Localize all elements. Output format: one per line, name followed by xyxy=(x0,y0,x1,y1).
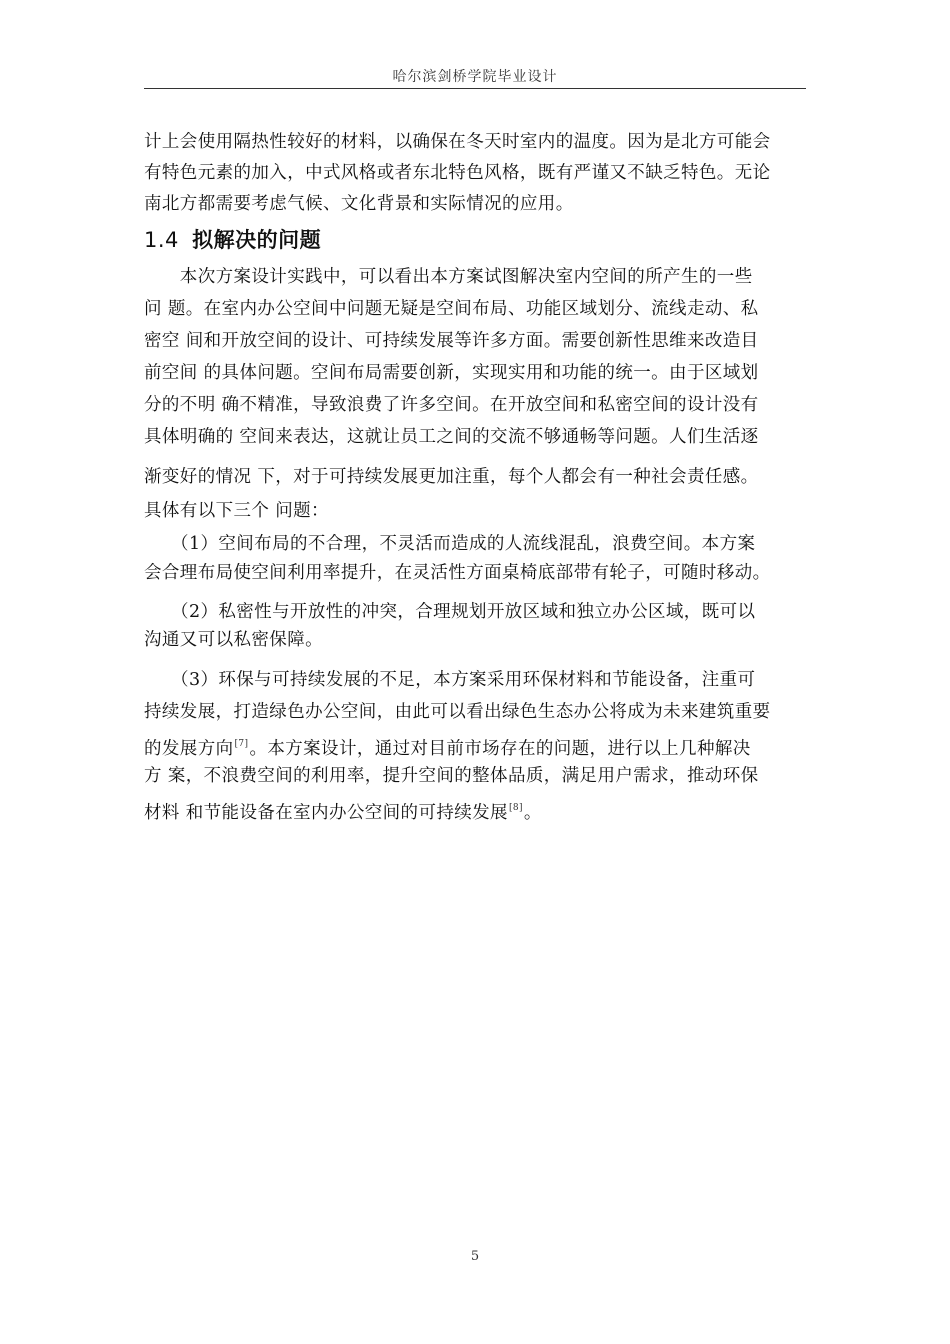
item2-line-2: 沟通又可以私密保障。 xyxy=(144,630,323,650)
para1-line-6: 具体明确的 空间来表达，这就让员工之间的交流不够通畅等问题。人们生活逐 xyxy=(144,427,759,447)
para1-line-3: 密空 间和开放空间的设计、可持续发展等许多方面。需要创新性思维来改造目 xyxy=(144,331,759,351)
page-number: 5 xyxy=(470,1249,480,1264)
page-header-title: 哈尔滨剑桥学院毕业设计 xyxy=(392,69,558,85)
para1-line-4: 前空间 的具体问题。空间布局需要创新，实现实用和功能的统一。由于区域划 xyxy=(144,363,759,383)
item3-line-1: （3）环保与可持续发展的不足，本方案采用环保材料和节能设备，注重可 xyxy=(144,670,756,690)
citation-ref-8[interactable]: [8] xyxy=(508,803,523,813)
item1-line-2: 会合理布局使空间利用率提升，在灵活性方面桌椅底部带有轮子，可随时移动。 xyxy=(144,563,771,583)
item3-text: 的发展方向 xyxy=(144,739,234,759)
item3-line-3 xyxy=(144,733,806,760)
para1-line-5: 分的不明 确不精准，导致浪费了许多空间。在开放空间和私密空间的设计没有 xyxy=(144,395,759,415)
para1-line-1: 本次方案设计实践中，可以看出本方案试图解决室内空间的所产生的一些 xyxy=(144,267,753,287)
item3-text: 。本方案设计，通过对目前市场存在的问题，进行以上几种解决 xyxy=(249,739,751,759)
section-heading xyxy=(144,226,321,254)
item3-text: 。 xyxy=(523,803,542,823)
para1-line-7: 渐变好的情况 下，对于可持续发展更加注重，每个人都会有一种社会责任感。 xyxy=(144,467,759,487)
para1-line-2: 问 题。在室内办公空间中问题无疑是空间布局、功能区域划分、流线走动、私 xyxy=(144,299,759,319)
intro-line-3: 南北方都需要考虑气候、文化背景和实际情况的应用。 xyxy=(144,194,574,214)
item3-text: 材料 和节能设备在室内办公空间的可持续发展 xyxy=(144,803,508,823)
section-title: 拟解决的问题 xyxy=(192,228,322,252)
item3-line-4: 方 案，不浪费空间的利用率，提升空间的整体品质，满足用户需求，推动环保 xyxy=(144,766,759,786)
para1-line-8: 具体有以下三个 问题： xyxy=(144,501,329,521)
section-number: 1.4 xyxy=(144,228,179,252)
item2-line-1: （2）私密性与开放性的冲突，合理规划开放区域和独立办公区域，既可以 xyxy=(144,602,756,622)
citation-ref-7[interactable]: [7] xyxy=(234,739,249,749)
item1-line-1: （1）空间布局的不合理，不灵活而造成的人流线混乱，浪费空间。本方案 xyxy=(144,534,756,554)
intro-line-1: 计上会使用隔热性较好的材料，以确保在冬天时室内的温度。因为是北方可能会 xyxy=(144,132,771,152)
item3-line-5 xyxy=(144,797,806,824)
intro-line-2: 有特色元素的加入，中式风格或者东北特色风格，既有严谨又不缺乏特色。无论 xyxy=(144,163,771,183)
header-rule xyxy=(144,88,806,89)
item3-line-2: 持续发展，打造绿色办公空间，由此可以看出绿色生态办公将成为未来建筑重要 xyxy=(144,702,771,722)
